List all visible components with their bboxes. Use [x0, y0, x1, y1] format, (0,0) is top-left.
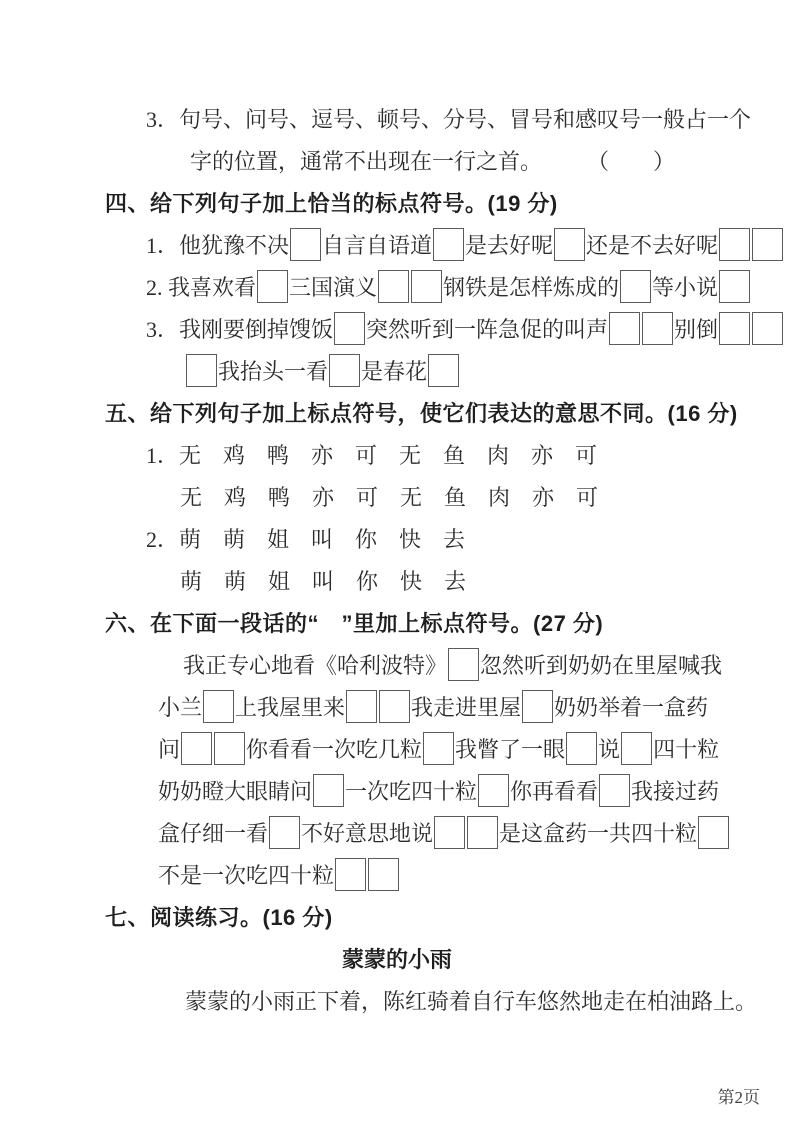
section-seven-heading: [105, 895, 777, 937]
punctuation-answer-box: [329, 354, 360, 387]
page-number: 第2页: [717, 1088, 760, 1107]
text-segment: 小兰: [158, 694, 203, 720]
punctuation-answer-box: [554, 228, 585, 261]
text-segment: 我走进里屋: [411, 694, 522, 720]
punctuation-exercise-line: [105, 685, 777, 727]
text-segment: 是去好呢: [465, 232, 554, 258]
section-six-heading: [105, 601, 777, 643]
section-seven-heading-text: 七、阅读练习。(16 分): [105, 904, 333, 930]
section-four-items: [105, 223, 777, 391]
punctuation-answer-box: [642, 312, 673, 345]
text-segment: 上我屋里来: [235, 694, 346, 720]
punctuation-answer-box: [181, 732, 212, 765]
punctuation-answer-box: [290, 228, 321, 261]
punctuation-answer-box: [698, 816, 729, 849]
text-segment: 自言自语道: [322, 232, 433, 258]
punctuation-answer-box: [203, 690, 234, 723]
text-segment: 奶奶举着一盒药: [554, 694, 709, 720]
punctuation-answer-box: [467, 816, 498, 849]
punctuation-answer-box: [335, 858, 366, 891]
text-segment: 不好意思地说: [301, 820, 434, 846]
text-segment: 等小说: [652, 274, 719, 300]
text-segment: 是这盒药一共四十粒: [499, 820, 698, 846]
punctuation-answer-box: [752, 228, 783, 261]
punctuation-exercise-line: [105, 769, 777, 811]
text-segment: 我正专心地看《哈利波特》: [183, 652, 448, 678]
punctuation-exercise-line: [105, 853, 777, 895]
punctuation-exercise-line: [105, 223, 777, 265]
punctuation-answer-box: [433, 228, 464, 261]
punctuation-exercise-line: [105, 265, 777, 307]
text-segment: 盒仔细一看: [158, 820, 269, 846]
punctuation-answer-box: [334, 312, 365, 345]
text-segment: 萌 萌 姐 叫 你 快 去: [180, 568, 467, 594]
punctuation-answer-box: [379, 690, 410, 723]
section-four-heading-text: 四、给下列句子加上恰当的标点符号。(19 分): [105, 190, 558, 216]
reading-title: 蒙蒙的小雨: [341, 946, 452, 972]
punctuation-answer-box: [621, 732, 652, 765]
text-segment: 说: [598, 736, 621, 762]
punctuation-answer-box: [566, 732, 597, 765]
text-segment: 突然听到一阵急促的叫声: [366, 316, 609, 342]
text-segment: 问: [158, 736, 181, 762]
punctuation-answer-box: [609, 312, 640, 345]
text-segment: 忽然听到奶奶在里屋喊我: [480, 652, 723, 678]
text-segment: 一次吃四十粒: [345, 778, 478, 804]
punctuation-answer-box: [257, 270, 288, 303]
text-segment: 2. 我喜欢看: [146, 274, 257, 300]
question3-text: 3．句号、问号、逗号、顿号、分号、冒号和感叹号一般占一个: [146, 106, 752, 132]
text-segment: 是春花: [361, 358, 428, 384]
punctuation-answer-box: [599, 774, 630, 807]
text-segment: 四十粒: [653, 736, 720, 762]
punctuation-answer-box: [313, 774, 344, 807]
punctuation-answer-box: [423, 732, 454, 765]
spaced-sentence-line: [105, 559, 777, 601]
punctuation-exercise-line: [105, 349, 777, 391]
text-segment: 不是一次吃四十粒: [158, 862, 335, 888]
text-segment: 还是不去好呢: [586, 232, 719, 258]
spaced-sentence-line: [105, 517, 777, 559]
question3-line2: [105, 139, 675, 181]
text-segment: 你再看看: [510, 778, 599, 804]
worksheet-content: [105, 97, 777, 1021]
punctuation-answer-box: [368, 858, 399, 891]
section-six-paragraph: [105, 643, 777, 895]
punctuation-answer-box: [346, 690, 377, 723]
punctuation-answer-box: [719, 312, 750, 345]
text-segment: 别倒: [674, 316, 719, 342]
punctuation-answer-box: [719, 270, 750, 303]
punctuation-answer-box: [448, 648, 479, 681]
answer-parentheses: （ ）: [586, 148, 675, 174]
punctuation-answer-box: [752, 312, 783, 345]
text-segment: 钢铁是怎样炼成的: [443, 274, 620, 300]
text-segment: 三国演义: [289, 274, 378, 300]
reading-paragraph-text: 蒙蒙的小雨正下着，陈红骑着自行车悠然地走在柏油路上。: [185, 988, 758, 1014]
section-five-lines: [105, 433, 777, 601]
punctuation-exercise-line: [105, 307, 777, 349]
reading-paragraph-line: [105, 979, 777, 1021]
text-segment: 1．无 鸡 鸭 亦 可 无 鱼 肉 亦 可: [146, 442, 598, 468]
section-four-heading: [105, 181, 777, 223]
punctuation-exercise-line: [105, 643, 777, 685]
punctuation-answer-box: [214, 732, 245, 765]
section-five-heading-text: 五、给下列句子加上标点符号，使它们表达的意思不同。(16 分): [105, 400, 738, 426]
spaced-sentence-line: [105, 433, 777, 475]
text-segment: 3．我刚要倒掉馊饭: [146, 316, 334, 342]
punctuation-answer-box: [620, 270, 651, 303]
text-segment: 1．他犹豫不决: [146, 232, 290, 258]
punctuation-exercise-line: [105, 811, 777, 853]
text-segment: 奶奶瞪大眼睛问: [158, 778, 313, 804]
question3-text-cont: 字的位置，通常不出现在一行之首。: [190, 148, 543, 174]
punctuation-answer-box: [434, 816, 465, 849]
text-segment: 2．萌 萌 姐 叫 你 快 去: [146, 526, 466, 552]
text-segment: 我抬头一看: [218, 358, 329, 384]
punctuation-answer-box: [719, 228, 750, 261]
section-six-heading-text: 六、在下面一段话的“ ”里加上标点符号。(27 分): [105, 610, 604, 636]
punctuation-answer-box: [378, 270, 409, 303]
question3-line1: [105, 97, 777, 139]
punctuation-answer-box: [411, 270, 442, 303]
text-segment: 我瞥了一眼: [455, 736, 566, 762]
punctuation-answer-box: [522, 690, 553, 723]
section-five-heading: [105, 391, 777, 433]
punctuation-answer-box: [428, 354, 459, 387]
punctuation-answer-box: [186, 354, 217, 387]
punctuation-answer-box: [478, 774, 509, 807]
text-segment: 你看看一次吃几粒: [246, 736, 423, 762]
reading-title-line: [105, 937, 689, 979]
punctuation-answer-box: [269, 816, 300, 849]
spaced-sentence-line: [105, 475, 777, 517]
text-segment: 我接过药: [631, 778, 720, 804]
text-segment: 无 鸡 鸭 亦 可 无 鱼 肉 亦 可: [180, 484, 599, 510]
punctuation-exercise-line: [105, 727, 777, 769]
